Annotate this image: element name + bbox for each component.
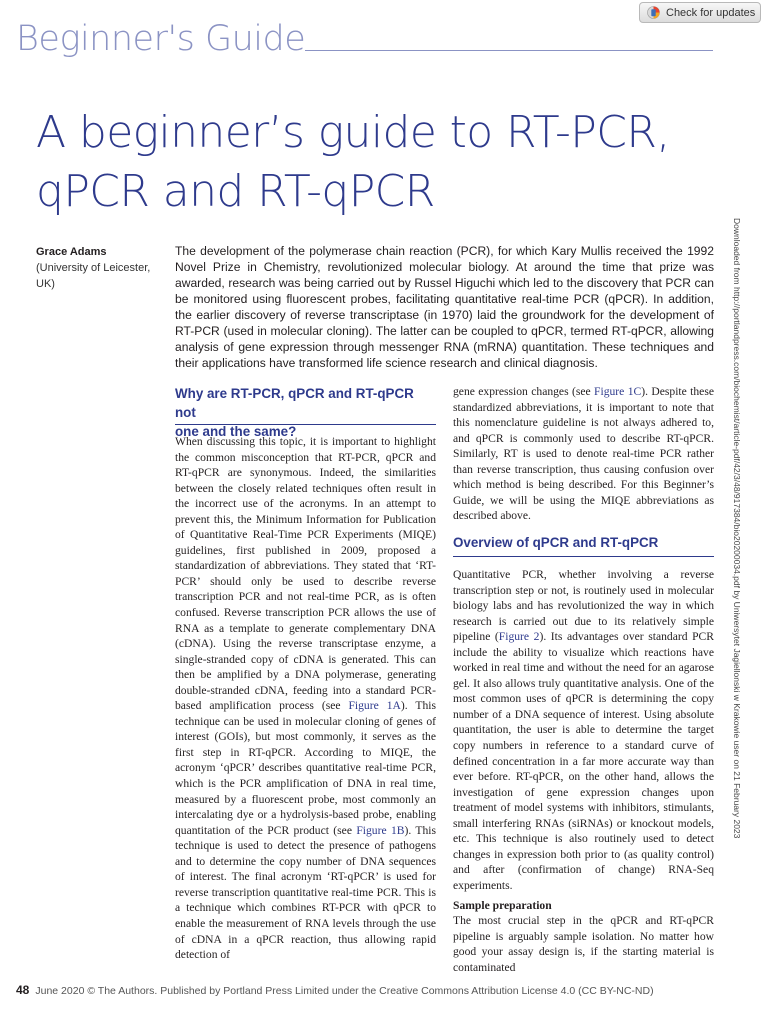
series-header: Beginner's Guide: [16, 19, 306, 59]
title-line-2: qPCR and RT-qPCR: [36, 166, 435, 217]
section-2-body: [453, 567, 714, 893]
abstract: The development of the polymerase chain reaction (PCR), for which Kary Mullis received the 1992 Novel Prize in Chemistry, revolutionized molecular biology. At around the time that prize was awarded, research was being carried out by Russel Higuchi which led to the discovery that PCR can be monitored using fluorescent probes, facilitating quantitative real-time PCR (qPCR). In addition, the earlier discovery of reverse transcriptase (in 1970) laid the groundwork for the development of RT-PCR (used in molecular cloning). The latter can be coupled to qPCR, termed RT-qPCR, allowing analysis of gene expression through messenger RNA (mRNA) quantitation. These techniques and their applications have transformed life science research and clinical diagnosis.: [175, 244, 714, 370]
figure-1c-link[interactable]: Figure 1C: [594, 385, 642, 398]
figure-1b-link[interactable]: Figure 1B: [356, 823, 405, 837]
section-1-heading: [175, 384, 437, 441]
section-2-rule: [453, 556, 714, 557]
section-1-heading-line-2: one and the same?: [175, 424, 297, 439]
sample-preparation-body: The most crucial step in the qPCR and RT-qPCR pipeline is arguably sample isolation. No matter how good your assay design is, if the starting material is contaminated: [453, 914, 714, 974]
figure-2-link[interactable]: Figure 2: [498, 630, 540, 644]
footer-license-text: June 2020 © The Authors. Published by Portland Press Limited under the Creative Commons Attribution License 4.0 (CC BY-NC-ND): [35, 985, 654, 997]
section-1-cont-text-b: ). Despite these standardized abbreviations, it is important to note that this nomenclature guideline is not always adhered to, and qPCR is commonly used to describe RT-qPCR. Similarly, RT is used to denote real-time PCR rather than reverse transcription, thus causing confusion over which method is being described. For this Beginner’s Guide, we will be using the MIQE abbreviations as described above.: [453, 385, 714, 523]
section-1-body: [175, 434, 436, 963]
section-1-text-c: ). This technique is used to detect the presence of pathogens and to determine the copy number of DNA sequences of interest. The final acronym ‘RT-qPCR’ is used for reverse transcription quantitative real-time PCR. This is a technique which combines RT-PCR with qPCR to enable the measurement of RNA levels through the use of cDNA in a qPCR reaction, thus allowing rapid detection of: [175, 823, 436, 962]
title-line-1: A beginner’s guide to RT-PCR,: [36, 107, 670, 158]
check-for-updates-label: Check for updates: [666, 6, 756, 19]
section-1-cont-text-a: gene expression changes (see: [453, 385, 595, 398]
section-2-text-a: Quantitative PCR, whether involving a reverse transcription step or not, is routinely used in molecular biology labs and has revolutionized the way in which research is carried out due to its relatively simple pipeline (: [453, 568, 714, 644]
section-1-text-a: When discussing this topic, it is important to highlight the common misconception that RT-PCR, qPCR and RT-qPCR are synonymous. Indeed, the similarities between the closely related techniques often result in the incorrect use of the acronyms. In an attempt to prevent this, the Minimum Information for Publication of Quantitative Real-Time PCR Experiments (MIQE) guidelines, first published in 2009, proposed a standardization of abbreviations. They stated that ‘RT-PCR’ should only be used to describe reverse transcription PCR and not real-time PCR, as is often confused. Reverse transcription PCR allows the use of RNA as a template to generate complementary DNA (cDNA). Using the reverse transcriptase enzyme, a single-stranded copy of cDNA is generated. This can then be amplified by a DNA polymerase, generating double-stranded cDNA, feeding into a standard PCR-based amplification process (see: [175, 435, 436, 713]
crossmark-icon: [647, 6, 660, 19]
check-for-updates-button[interactable]: [639, 2, 761, 23]
section-2-text-b: ). Its advantages over standard PCR include the ability to visualize which reactions have worked in real time and without the need for an agarose gel. It also allows truly quantitative analysis. One of the most common uses of qPCR is determining the copy number of a DNA sequence of interest. Using absolute quantitation, the user is able to determine the target copy numbers in reference to a standard curve of defined concentration in a far more accurate way than ever before. RT-qPCR, on the other hand, allows the investigation of gene expression changes upon treatment of model systems with inhibitors, stimulants, small interfering RNAs (siRNAs) or knockout models, etc. This technique is also routinely used to detect changes in expression both prior to (as quality control) and after (confirmation of change) RNA-Seq experiments.: [453, 630, 715, 892]
page-number: 48: [16, 983, 30, 997]
author-affiliation: (University of Leicester, UK): [36, 262, 151, 290]
article-title: [36, 103, 736, 221]
section-1-heading-line-1: Why are RT-PCR, qPCR and RT-qPCR not: [175, 386, 414, 420]
section-2-heading: Overview of qPCR and RT-qPCR: [453, 535, 659, 550]
sample-preparation-heading: Sample preparation: [453, 899, 552, 912]
series-header-rule: [305, 50, 713, 51]
section-1-continuation: [453, 384, 714, 524]
download-side-note: Downloaded from http://portlandpress.com/biochemist/article-pdf/42/3/48/917384/bio20200034.pdf by Uniwersytet Jagiellonski w Krakowie user on 21 February 2023: [732, 218, 742, 839]
section-1-text-b: ). This technique can be used in molecular cloning of genes of interest (GOIs), but most commonly, it serves as the first step in RT-qPCR. According to MIQE, the acronym ‘qPCR’ describes quantitative real-time PCR, which is the PCR amplification of DNA in real time, measured by a fluorescent probe, most commonly an intercalating dye or a hydrolysis-based probe, enabling quantitation of the PCR product (see: [175, 699, 436, 837]
author-block: [36, 244, 161, 292]
author-name: Grace Adams: [36, 246, 107, 258]
figure-1a-link[interactable]: Figure 1A: [348, 699, 401, 713]
page-footer: [16, 983, 736, 997]
section-1-rule: [175, 424, 436, 425]
